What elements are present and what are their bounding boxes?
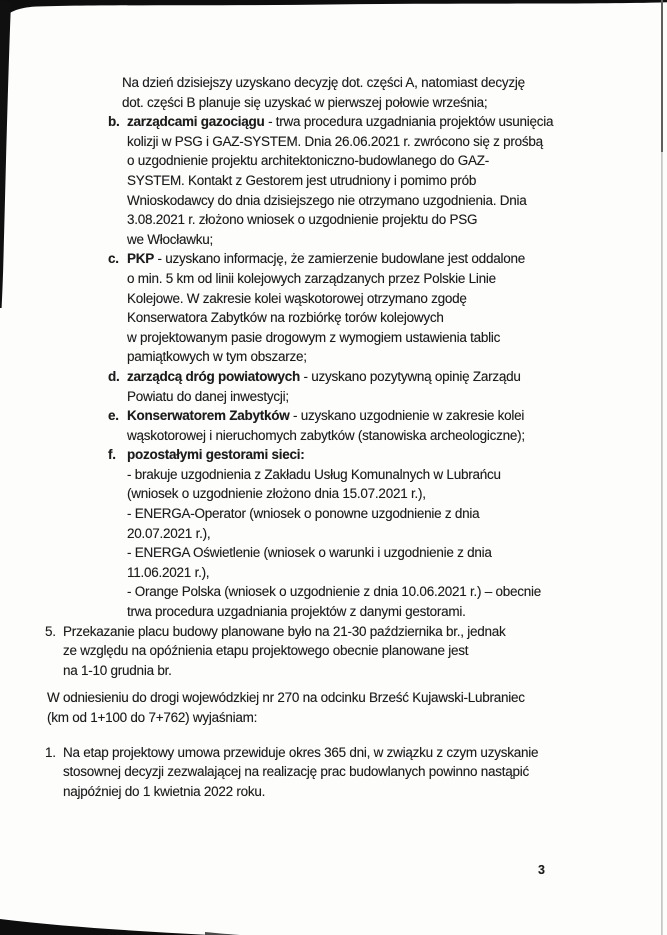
text-line: W odniesieniu do drogi wojewódzkiej nr 270 na odcinku Brześć Kujawski-Lubraniec: [47, 690, 525, 706]
paragraph-intro-continuation: [122, 73, 667, 112]
text-line: [127, 445, 667, 465]
list-marker-f: f.: [108, 447, 116, 463]
text-line: [127, 112, 667, 132]
text-line: - ENERGA-Operator (wniosek o ponowne uzgodnienie z dnia: [127, 506, 480, 522]
item-lead-bold: Konserwatorem Zabytków: [127, 408, 290, 424]
text-line: Przekazanie placu budowy planowane było na 21-30 października br., jednak: [63, 623, 506, 639]
item-lead-rest: - uzyskano pozytywną opinię Zarządu: [300, 368, 521, 384]
text-line: pamiątkowych w tym obszarze;: [127, 349, 307, 365]
text-line: Na etap projektowy umowa przewiduje okres 365 dni, w związku z czym uzyskanie: [63, 744, 539, 760]
text-line: [127, 406, 667, 426]
text-line: ze względu na opóźnienia etapu projektowego obecnie planowane jest: [63, 643, 469, 659]
item-lead-rest: - uzyskano uzgodnienie w zakresie kolei: [289, 408, 525, 424]
list-item-e: [0, 406, 667, 445]
list-item-f: [0, 445, 667, 621]
text-line: Na dzień dzisiejszy uzyskano decyzję dot. części A, natomiast decyzję: [122, 75, 525, 90]
text-line: stosownej decyzji zezwalającej na realizację prac budowlanych powinno nastąpić: [63, 764, 530, 780]
text-line: trwa procedura uzgadniania projektów z danymi gestorami.: [127, 604, 466, 620]
item-lead-bold: zarządcą dróg powiatowych: [127, 368, 301, 384]
text-line: wąskotorowej i nieruchomych zabytków (stanowiska archeologiczne);: [127, 427, 525, 443]
text-line: o uzgodnienie projektu architektoniczno-budowlanego do GAZ-: [127, 153, 489, 169]
list-marker-c: c.: [108, 251, 119, 267]
list-marker-e: e.: [108, 408, 119, 424]
list-marker-1: 1.: [45, 744, 56, 760]
text-line: SYSTEM. Kontakt z Gestorem jest utrudniony i pomimo prób: [127, 172, 477, 188]
list-item-1: [0, 743, 667, 802]
item-lead-rest: - trwa procedura uzgadniania projektów usunięcia: [264, 114, 554, 130]
text-line: Kolejowe. W zakresie kolei wąskotorowej otrzymano zgodę: [127, 290, 467, 306]
item-lead-bold: PKP: [127, 251, 155, 267]
text-line: 20.07.2021 r.),: [127, 525, 211, 541]
list-marker-5: 5.: [45, 623, 56, 639]
text-line: (wniosek o uzgodnienie złożono dnia 15.07.2021 r.),: [127, 486, 426, 502]
text-line: - Orange Polska (wniosek o uzgodnienie z dnia 10.06.2021 r.) – obecnie: [127, 584, 542, 600]
list-marker-d: d.: [108, 368, 120, 384]
list-item-d: [0, 367, 667, 406]
text-line: [127, 367, 667, 387]
text-line: w projektowanym pasie drogowym z wymogiem ustawienia tablic: [127, 329, 501, 345]
text-line: Konserwatora Zabytków na rozbiórkę torów kolejowych: [127, 310, 444, 326]
text-line: o min. 5 km od linii kolejowych zarządzanych przez Polskie Linie: [127, 270, 496, 286]
item-lead-rest: - uzyskano informację, że zamierzenie budowlane jest oddalone: [154, 251, 525, 267]
item-lead-bold: pozostałymi gestorami sieci:: [127, 447, 305, 463]
text-line: - ENERGA Oświetlenie (wniosek o warunki i uzgodnienie z dnia: [127, 545, 492, 561]
list-item-b: [0, 112, 667, 249]
text-line: - brakuje uzgodnienia z Zakładu Usług Komunalnych w Lubrańcu: [127, 466, 501, 482]
list-item-5: [0, 622, 667, 681]
text-line: 3.08.2021 r. złożono wniosek o uzgodnienie projektu do PSG: [127, 212, 478, 228]
text-line: [127, 249, 667, 269]
text-line: dot. części B planuje się uzyskać w pierwszej połowie września;: [122, 94, 488, 110]
text-line: na 1-10 grudnia br.: [63, 662, 172, 678]
text-line: Powiatu do danej inwestycji;: [127, 388, 289, 404]
list-item-c: [0, 249, 667, 367]
text-line: (km od 1+100 do 7+762) wyjaśniam:: [47, 710, 258, 725]
text-line: we Włocławku;: [127, 231, 214, 247]
text-line: najpóźniej do 1 kwietnia 2022 roku.: [63, 783, 266, 799]
page-number: 3: [538, 863, 545, 877]
text-line: Wnioskodawcy do dnia dzisiejszego nie otrzymano uzgodnienia. Dnia: [127, 192, 527, 208]
list-marker-b: b.: [108, 114, 120, 130]
item-lead-bold: zarządcami gazociągu: [127, 114, 265, 130]
paragraph-road: [47, 688, 667, 727]
text-line: 11.06.2021 r.),: [127, 564, 210, 580]
text-line: kolizji w PSG i GAZ-SYSTEM. Dnia 26.06.2021 r. zwrócono się z prośbą: [127, 133, 543, 149]
